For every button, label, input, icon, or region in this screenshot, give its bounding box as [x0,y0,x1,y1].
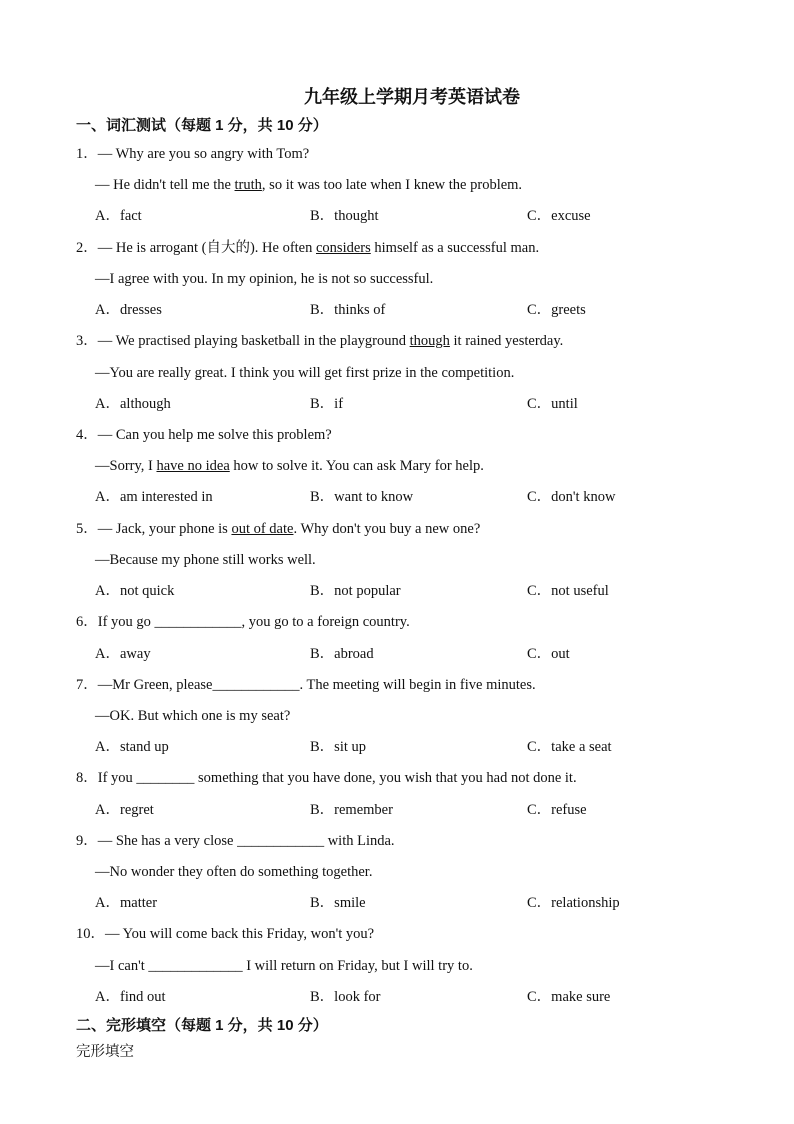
question-stem [76,326,748,357]
page-title: 九年级上学期月考英语试卷 [304,87,520,107]
question-text: it rained yesterday. [449,333,564,350]
question-text: —I agree with you. In my opinion, he is not so successful. [95,270,434,287]
option-text: want to know [334,489,414,506]
option-text: fact [119,208,142,225]
option-c [527,888,620,919]
option-c [527,201,591,232]
option-label: C． [527,208,552,225]
question-number: 5． [76,520,98,537]
question-text: — We practised playing basketball in the playground [97,333,410,350]
question-7 [76,670,748,764]
option-text: abroad [334,645,374,662]
option-text: not useful [551,583,609,600]
option-c [527,795,587,826]
option-a [95,482,310,513]
option-label: B． [310,489,335,506]
question-stem [76,139,748,170]
option-c [527,982,610,1013]
question-9 [76,826,748,920]
question-number: 2． [76,239,98,256]
question-number: 7． [76,676,98,693]
question-8 [76,763,748,825]
option-label: B． [310,739,335,756]
question-number: 1． [76,146,98,162]
question-text: —I can't _____________ I will return on Friday, but I will try to. [95,957,473,974]
option-label: B． [310,645,335,662]
option-text: dresses [119,302,162,319]
option-label: A． [95,395,120,412]
option-b [310,201,527,232]
option-label: B． [310,801,335,818]
option-text: thinks of [334,302,386,319]
option-a [95,576,310,607]
question-line [76,951,748,982]
question-text: — Can you help me solve this problem? [97,426,332,443]
option-text: don't know [551,489,616,506]
option-a [95,888,310,919]
question-5 [76,514,748,608]
option-text: until [551,395,578,412]
question-line [76,701,748,732]
option-label: B． [310,395,335,412]
option-text: out [551,645,570,662]
option-text: although [119,395,171,412]
question-text: how to solve it. You can ask Mary for help. [229,458,484,475]
question-number: 4． [76,426,98,443]
option-label: A． [95,895,120,912]
option-label: C． [527,302,552,319]
question-4 [76,420,748,514]
option-label: A． [95,801,120,818]
options-row [76,295,748,326]
option-b [310,576,527,607]
question-text: — He didn't tell me the [95,177,235,194]
option-text: sit up [334,739,366,756]
question-number: 10． [76,926,105,943]
option-label: C． [527,583,552,600]
option-b [310,732,527,763]
option-label: A． [95,489,120,506]
option-text: not popular [334,583,401,600]
underlined-phrase: have no idea [156,458,230,475]
question-number: 3． [76,333,98,350]
options-row [76,732,748,763]
question-text: If you go ____________, you go to a foreign country. [97,614,410,631]
option-b [310,389,527,420]
question-1 [76,139,748,233]
section-heading-cloze: 二、完形填空（每题 1 分，共 10 分） [76,1017,328,1035]
option-c [527,639,570,670]
question-line [76,857,748,888]
section-heading-vocabulary: 一、词汇测试（每题 1 分，共 10 分） [76,117,328,134]
option-a [95,389,310,420]
option-label: A． [95,583,120,600]
underlined-phrase: out of date [231,520,294,537]
option-a [95,982,310,1013]
option-text: relationship [551,895,620,912]
question-2 [76,233,748,327]
question-stem [76,514,748,545]
question-stem [76,919,748,950]
option-c [527,482,615,513]
question-text: . Why don't you buy a new one? [293,520,481,537]
options-row [76,389,748,420]
option-text: away [119,645,151,662]
question-text: —No wonder they often do something together. [95,864,373,881]
question-text: — Why are you so angry with Tom? [97,146,310,162]
underlined-phrase: though [409,333,450,350]
option-c [527,295,586,326]
question-number: 6． [76,614,98,631]
options-row [76,576,748,607]
option-text: look for [334,988,381,1005]
question-text: —OK. But which one is my seat? [95,707,291,724]
underlined-phrase: considers [316,239,371,256]
option-text: take a seat [551,739,612,756]
option-c [527,732,612,763]
option-label: C． [527,801,552,818]
option-a [95,639,310,670]
option-text: matter [119,895,158,912]
option-label: A． [95,645,120,662]
option-text: greets [551,302,586,319]
options-row [76,795,748,826]
option-label: C． [527,395,552,412]
option-text: find out [119,988,166,1005]
question-text: —Mr Green, please____________. The meeting will begin in five minutes. [97,676,536,693]
option-label: C． [527,489,552,506]
options-row [76,888,748,919]
option-text: thought [334,208,379,225]
option-text: stand up [119,739,169,756]
option-label: B． [310,583,335,600]
option-label: A． [95,988,120,1005]
question-text: — He is arrogant (自大的). He often [97,239,316,256]
option-text: am interested in [119,489,213,506]
option-text: make sure [551,988,611,1005]
option-text: excuse [551,208,591,225]
options-row [76,639,748,670]
option-label: B． [310,302,335,319]
question-stem [76,233,748,264]
page-content [76,81,748,1065]
options-row [76,482,748,513]
question-text: himself as a successful man. [370,239,540,256]
option-label: A． [95,208,120,225]
option-text: if [334,395,344,412]
underlined-phrase: truth [234,177,262,194]
option-text: regret [119,801,154,818]
question-line [76,170,748,201]
option-b [310,795,527,826]
question-line [76,264,748,295]
question-line [76,358,748,389]
option-label: C． [527,739,552,756]
option-label: B． [310,895,335,912]
question-text: — You will come back this Friday, won't you? [105,926,375,943]
question-3 [76,326,748,420]
question-text: —Because my phone still works well. [95,551,316,568]
option-a [95,732,310,763]
question-text: — She has a very close ____________ with Linda. [97,832,395,849]
option-label: A． [95,739,120,756]
question-stem [76,670,748,701]
question-number: 8． [76,770,98,787]
question-text: —You are really great. I think you will get first prize in the competition. [95,364,515,381]
section-body-cloze: 完形填空 [76,1044,134,1061]
option-text: not quick [119,583,175,600]
option-c [527,389,578,420]
question-stem [76,826,748,857]
options-row [76,201,748,232]
option-label: C． [527,895,552,912]
option-text: smile [334,895,366,912]
question-text: — Jack, your phone is [97,520,232,537]
option-b [310,982,527,1013]
question-text: If you ________ something that you have done, you wish that you had not done it. [97,770,577,787]
question-stem [76,420,748,451]
option-label: A． [95,302,120,319]
question-10 [76,919,748,1013]
option-b [310,482,527,513]
option-b [310,295,527,326]
question-text: , so it was too late when I knew the problem. [261,177,523,194]
option-label: C． [527,988,552,1005]
question-line [76,451,748,482]
option-label: B． [310,988,335,1005]
option-b [310,888,527,919]
option-a [95,201,310,232]
option-c [527,576,609,607]
question-text: —Sorry, I [95,458,157,475]
option-text: refuse [551,801,587,818]
options-row [76,982,748,1013]
option-b [310,639,527,670]
question-stem [76,607,748,638]
question-number: 9． [76,832,98,849]
question-6 [76,607,748,669]
option-text: remember [334,801,393,818]
question-line [76,545,748,576]
option-a [95,295,310,326]
option-label: B． [310,208,335,225]
option-label: C． [527,645,552,662]
question-stem [76,763,748,794]
option-a [95,795,310,826]
